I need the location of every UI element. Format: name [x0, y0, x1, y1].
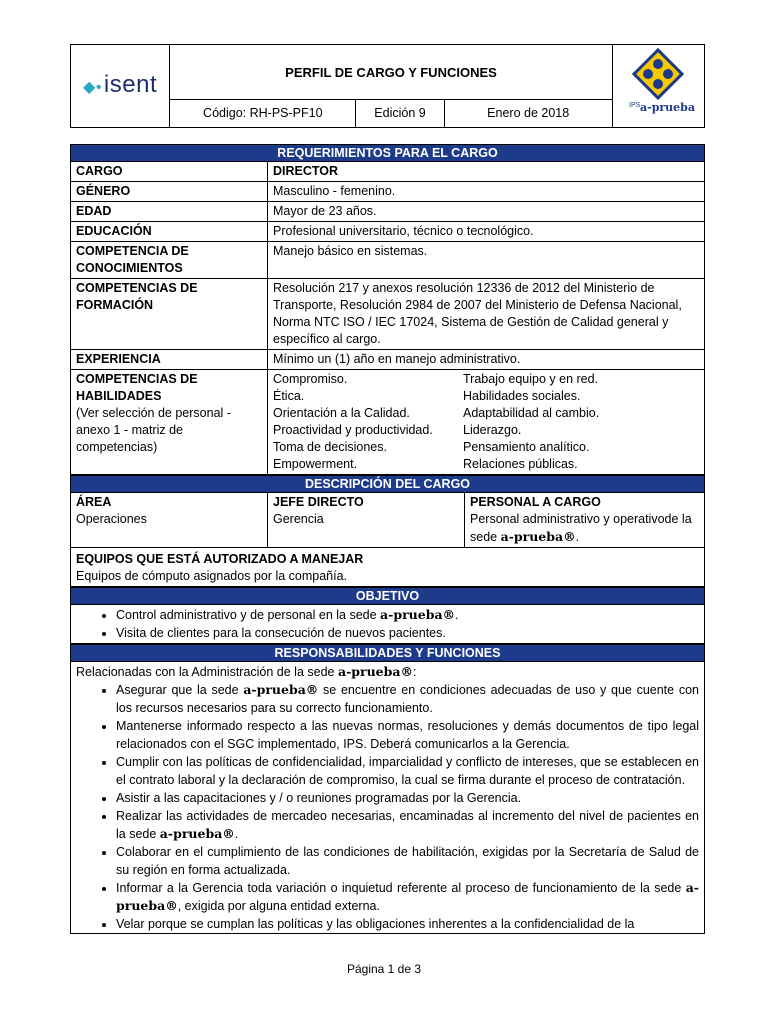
list-item: • Velar porque se cumplan las políticas y las obligaciones inherentes a la confidencialidad de la: [116, 915, 699, 933]
list-item: • Asegurar que la sede a-prueba® se encuentre en condiciones adecuadas de uso y que cuente con los recursos necesarios para su correcto funcionamiento.: [116, 681, 699, 717]
skills-note: (Ver selección de personal - anexo 1 - matriz de competencias): [76, 406, 231, 454]
req-row-genero: GÉNERO Masculino - femenino.: [71, 182, 705, 202]
aprueba-logo: [612, 45, 704, 128]
responsibilities-list: [76, 681, 699, 933]
objective-list: [76, 606, 699, 642]
requirements-band: REQUERIMIENTOS PARA EL CARGO: [71, 145, 705, 162]
document-page: [70, 44, 705, 934]
skill-item: Adaptabilidad al cambio.: [463, 406, 600, 420]
list-item: • Asistir a las capacitaciones y / o reuniones programadas por la Gerencia.: [116, 789, 699, 807]
responsibilities-intro: Relacionadas con la Administración de la sede a-prueba®:: [76, 664, 417, 679]
req-row-cargo: CARGO DIRECTOR: [71, 162, 705, 182]
description-band: DESCRIPCIÓN DEL CARGO: [71, 476, 705, 493]
page-number: Página 1 de 3: [346, 962, 422, 976]
req-row-educacion: EDUCACIÓN Profesional universitario, técnico o tecnológico.: [71, 222, 705, 242]
area-cell: ÁREA Operaciones: [71, 493, 268, 548]
skills-list: [273, 371, 699, 473]
document-code: Código: RH-PS-PF10: [170, 100, 356, 128]
list-item: • Colaborar en el cumplimiento de las condiciones de habilitación, exigidas por la Secretaría de Salud de su región en forma actualizada.: [116, 843, 699, 879]
isent-logo: ◆•isent: [71, 45, 170, 128]
document-header: [70, 44, 705, 128]
req-row-edad: EDAD Mayor de 23 años.: [71, 202, 705, 222]
svg-text:a-prueba: a-prueba: [640, 100, 696, 114]
document-title: PERFIL DE CARGO Y FUNCIONES: [170, 45, 613, 100]
diamond-dots-icon: ◆•: [83, 78, 102, 96]
document-edition: Edición 9: [356, 100, 444, 128]
skill-item: Empowerment.: [273, 457, 358, 471]
requirements-table: [70, 144, 705, 475]
skill-item: Ética.: [273, 389, 305, 403]
responsibilities-table: [70, 644, 705, 934]
skill-item: Orientación a la Calidad.: [273, 406, 410, 420]
aprueba-logo-icon: [627, 53, 696, 115]
objective-table: [70, 587, 705, 644]
objective-band: OBJETIVO: [71, 588, 705, 605]
list-item: • Realizar las actividades de mercadeo necesarias, encaminadas al incremento del nivel de pacientes en la sede a-prueba®.: [116, 807, 699, 843]
req-row-habilidades: [71, 370, 705, 475]
skill-item: Liderazgo.: [463, 423, 522, 437]
list-item: • Mantenerse informado respecto a las nuevas normas, resoluciones y demás documentos de tipo legal relacionados con el SGC implementado, IPS. Deberá comunicarlos a la Gerencia.: [116, 717, 699, 753]
equipment-cell: EQUIPOS QUE ESTÁ AUTORIZADO A MANEJAR Equipos de cómputo asignados por la compañía.: [71, 548, 705, 587]
list-item: • Control administrativo y de personal en la sede a-prueba®.: [116, 606, 699, 624]
list-item: • Informar a la Gerencia toda variación o inquietud referente al proceso de funcionamiento de la sede a-prueba®, exigida por alguna entidad externa.: [116, 879, 699, 915]
skill-item: Relaciones públicas.: [463, 457, 578, 471]
skill-item: Proactividad y productividad.: [273, 423, 433, 437]
staff-cell: PERSONAL A CARGO Personal administrativo y operativode la sede a-prueba®.: [465, 493, 705, 548]
list-item: • Cumplir con las políticas de confidencialidad, imparcialidad y conflicto de intereses, que se establecen en el contrato laboral y la declaración de compromiso, la cual se firma durante el proceso de contratación.: [116, 753, 699, 789]
skill-item: Compromiso.: [273, 372, 348, 386]
responsibilities-band: RESPONSABILIDADES Y FUNCIONES: [71, 645, 705, 662]
skill-item: Trabajo equipo y en red.: [463, 372, 599, 386]
req-row-conocimientos: COMPETENCIA DE CONOCIMIENTOS Manejo básico en sistemas.: [71, 242, 705, 279]
skill-item: Pensamiento analítico.: [463, 440, 590, 454]
document-date: Enero de 2018: [444, 100, 612, 128]
skills-label: COMPETENCIAS DE HABILIDADES: [76, 372, 198, 403]
boss-cell: JEFE DIRECTO Gerencia: [268, 493, 465, 548]
description-table: [70, 475, 705, 587]
svg-text:IPS: IPS: [629, 101, 641, 109]
req-row-experiencia: EXPERIENCIA Mínimo un (1) año en manejo administrativo.: [71, 350, 705, 370]
req-row-formacion: COMPETENCIAS DE FORMACIÓN Resolución 217 y anexos resolución 12336 de 2012 del Ministerio de Transporte, Resolución 2984 de 2007 del Ministerio de Defensa Nacional, Norma NTC ISO / IEC 17024, Sistema de Gestión de Calidad general y específico al cargo.: [71, 279, 705, 350]
list-item: • Visita de clientes para la consecución de nuevos pacientes.: [116, 624, 699, 642]
skill-item: Habilidades sociales.: [463, 389, 581, 403]
skill-item: Toma de decisiones.: [273, 440, 387, 454]
